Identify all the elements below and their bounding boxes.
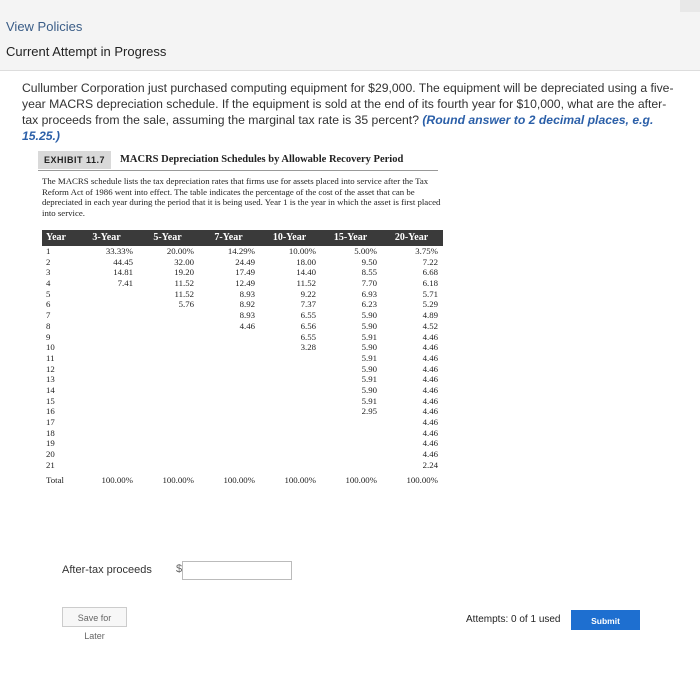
rate-cell: 14.81 (113, 267, 133, 278)
rate-cell: 5.91 (361, 374, 377, 385)
rate-cell (137, 374, 198, 385)
table-row (42, 310, 443, 321)
rate-cell: 5.00% (354, 246, 377, 256)
rate-cell (76, 364, 137, 375)
rate-cell: 6.55 (300, 310, 316, 321)
year-cell: 9 (46, 331, 51, 342)
rate-cell (76, 417, 137, 428)
year-cell: 20 (46, 449, 55, 460)
table-row (42, 449, 443, 460)
rate-cell: 5.29 (422, 299, 438, 310)
rate-cell (137, 417, 198, 428)
rate-cell (137, 310, 198, 321)
table-row (42, 267, 443, 278)
rate-cell (76, 289, 137, 300)
rate-cell (198, 406, 259, 417)
year-cell: 10 (46, 342, 55, 353)
rate-cell: 10.00% (288, 246, 316, 256)
year-cell: 16 (46, 406, 55, 417)
rate-cell: 18.00 (296, 256, 316, 267)
rate-cell (320, 438, 381, 449)
rate-cell (259, 374, 320, 385)
table-row (42, 299, 443, 310)
rate-cell: 4.46 (422, 449, 438, 460)
column-header: Year (46, 232, 66, 243)
rate-cell (320, 417, 381, 428)
rate-cell (137, 385, 198, 396)
table-row (42, 417, 443, 428)
total-cell: 100.00% (406, 475, 438, 486)
year-cell: 3 (46, 267, 51, 278)
rate-cell (76, 299, 137, 310)
rate-cell: 4.46 (422, 374, 438, 385)
rate-cell: 4.52 (422, 320, 438, 331)
rate-cell (320, 428, 381, 439)
rate-cell: 5.76 (178, 299, 194, 310)
year-cell: 19 (46, 438, 55, 449)
exhibit-header (38, 151, 428, 171)
rate-cell: 32.00 (174, 256, 194, 267)
rate-cell: 2.24 (422, 459, 438, 470)
rate-cell (198, 449, 259, 460)
rate-cell: 7.70 (361, 278, 377, 289)
rate-cell (320, 449, 381, 460)
rate-cell (137, 460, 198, 471)
scrollbar[interactable] (680, 0, 700, 12)
macrs-table (42, 230, 443, 486)
rate-cell (137, 364, 198, 375)
rate-cell (76, 449, 137, 460)
rate-cell: 5.90 (361, 310, 377, 321)
submit-answer-button[interactable]: Submit Answer (571, 610, 640, 630)
rate-cell: 14.29% (227, 246, 255, 256)
exhibit-description: The MACRS schedule lists the tax depreciation rates that firms use for assets placed into service after the Tax Reform Act of 1986 went into effect. The table indicates the percentage of the cost of the asset that can be depreciated in each year during the period that it is being used. Year 1 is the year in which the asset is first placed into service. (42, 176, 441, 218)
rate-cell: 6.23 (361, 299, 377, 310)
table-row (42, 460, 443, 471)
rate-cell (259, 353, 320, 364)
rate-cell: 11.52 (296, 278, 316, 289)
rate-cell: 33.33% (105, 246, 133, 256)
question-text (22, 80, 682, 144)
column-header: 15-Year (333, 232, 368, 243)
exhibit-divider (38, 170, 438, 171)
rate-cell (198, 374, 259, 385)
exhibit-title: MACRS Depreciation Schedules by Allowable Recovery Period (120, 154, 404, 165)
rate-cell: 8.92 (239, 299, 255, 310)
table-row (42, 353, 443, 364)
rate-cell (259, 406, 320, 417)
table-row (42, 278, 443, 289)
rate-cell (198, 353, 259, 364)
year-cell: 12 (46, 363, 55, 374)
rate-cell: 7.22 (422, 256, 438, 267)
rate-cell: 3.75% (415, 246, 438, 256)
rate-cell: 8.93 (239, 288, 255, 299)
rate-cell: 20.00% (166, 246, 194, 256)
table-row (42, 321, 443, 332)
attempts-counter: Attempts: 0 of 1 used (466, 614, 561, 625)
table-row (42, 332, 443, 343)
rate-cell: 4.46 (422, 342, 438, 353)
after-tax-proceeds-input[interactable] (182, 561, 292, 580)
rate-cell (259, 428, 320, 439)
rate-cell: 6.55 (300, 331, 316, 342)
table-row (42, 342, 443, 353)
answer-label: After-tax proceeds (62, 564, 152, 576)
question-body: Cullumber Corporation just purchased computing equipment for $29,000. The equipment will be depreciated using a five-year MACRS depreciation schedule. If the equipment is sold at the end of its fourth year for $10,000, what are the after-tax proceeds from the sale, assuming the marginal tax rate is 35 percent? (22, 81, 674, 127)
rate-cell: 4.46 (239, 320, 255, 331)
rate-cell: 19.20 (174, 267, 194, 278)
column-header: 5-Year (153, 232, 182, 243)
rate-cell (198, 342, 259, 353)
table-row (42, 428, 443, 439)
rate-cell: 5.91 (361, 395, 377, 406)
rate-cell: 4.46 (422, 331, 438, 342)
total-cell: Total (46, 475, 64, 486)
rate-cell (76, 374, 137, 385)
rate-cell: 24.49 (235, 256, 255, 267)
column-header: 20-Year (394, 232, 429, 243)
rate-cell: 8.93 (239, 310, 255, 321)
table-row (42, 438, 443, 449)
rate-cell (259, 460, 320, 471)
table-row (42, 364, 443, 375)
rate-cell (198, 438, 259, 449)
rate-cell: 44.45 (113, 256, 133, 267)
rate-cell (259, 417, 320, 428)
year-cell: 17 (46, 417, 55, 427)
year-cell: 15 (46, 395, 55, 406)
total-cell: 100.00% (223, 475, 255, 486)
rate-cell (76, 353, 137, 364)
year-cell: 6 (46, 299, 51, 310)
table-row (42, 406, 443, 417)
year-cell: 2 (46, 256, 51, 267)
rate-cell (320, 460, 381, 471)
top-bar (0, 0, 700, 71)
rate-cell (198, 396, 259, 407)
year-cell: 4 (46, 278, 51, 289)
rate-cell: 11.52 (174, 278, 194, 289)
rate-cell (137, 353, 198, 364)
year-cell: 14 (46, 384, 55, 395)
currency-symbol: $ (176, 563, 183, 575)
year-cell: 18 (46, 427, 55, 438)
rate-cell (137, 428, 198, 439)
rate-cell (137, 396, 198, 407)
table-header-row (42, 230, 443, 246)
rate-cell: 4.46 (422, 395, 438, 406)
total-cell: 100.00% (284, 475, 316, 486)
column-header: 7-Year (214, 232, 243, 243)
rate-cell (76, 396, 137, 407)
save-for-later-button[interactable]: Save for Later (62, 607, 127, 627)
rate-cell (259, 385, 320, 396)
table-row (42, 246, 443, 257)
rate-cell: 9.50 (361, 256, 377, 267)
rate-cell: 5.90 (361, 320, 377, 331)
rate-cell: 8.55 (361, 267, 377, 278)
total-cell: 100.00% (345, 475, 377, 486)
rate-cell: 5.90 (361, 384, 377, 395)
rate-cell: 5.91 (361, 331, 377, 342)
table-row (42, 289, 443, 300)
rate-cell (137, 438, 198, 449)
rate-cell (76, 310, 137, 321)
rate-cell: 6.68 (422, 267, 438, 278)
rate-cell: 4.46 (422, 417, 438, 427)
column-header: 3-Year (92, 232, 121, 243)
rate-cell (259, 449, 320, 460)
total-cell: 100.00% (101, 475, 133, 486)
rate-cell (198, 385, 259, 396)
rate-cell: 6.18 (422, 278, 438, 289)
rate-cell: 2.95 (361, 406, 377, 417)
rate-cell: 4.46 (422, 352, 438, 363)
rate-cell (137, 332, 198, 343)
rate-cell (198, 332, 259, 343)
rate-cell (76, 332, 137, 343)
year-cell: 13 (46, 374, 55, 385)
table-row (42, 257, 443, 268)
rate-cell: 5.90 (361, 342, 377, 353)
rate-cell: 4.46 (422, 363, 438, 374)
rounding-instruction: (Round answer to 2 decimal places, e.g. 15.25.) (22, 113, 654, 143)
year-cell: 7 (46, 310, 51, 321)
rate-cell (259, 438, 320, 449)
rate-cell (198, 428, 259, 439)
rate-cell: 3.28 (300, 342, 316, 353)
rate-cell: 4.46 (422, 438, 438, 449)
year-cell: 1 (46, 246, 51, 256)
column-header: 10-Year (272, 232, 307, 243)
rate-cell: 4.89 (422, 310, 438, 321)
view-policies-link[interactable]: View Policies (6, 19, 83, 34)
table-total-row (42, 474, 443, 486)
rate-cell (76, 438, 137, 449)
rate-cell (137, 406, 198, 417)
rate-cell: 4.46 (422, 406, 438, 417)
rate-cell (137, 342, 198, 353)
exhibit-label: EXHIBIT 11.7 (38, 151, 111, 169)
rate-cell (137, 449, 198, 460)
rate-cell: 7.41 (117, 278, 133, 289)
rate-cell: 5.71 (422, 288, 438, 299)
rate-cell: 5.91 (361, 352, 377, 363)
current-attempt-label: Current Attempt in Progress (6, 44, 167, 59)
rate-cell (259, 396, 320, 407)
rate-cell: 12.49 (235, 278, 255, 289)
year-cell: 21 (46, 459, 55, 470)
year-cell: 8 (46, 320, 51, 331)
rate-cell (76, 321, 137, 332)
rate-cell: 7.37 (300, 299, 316, 310)
rate-cell (198, 460, 259, 471)
year-cell: 11 (46, 352, 55, 363)
rate-cell: 11.52 (174, 288, 194, 299)
rate-cell (137, 321, 198, 332)
rate-cell: 4.46 (422, 384, 438, 395)
total-cell: 100.00% (162, 475, 194, 486)
rate-cell (198, 364, 259, 375)
rate-cell (259, 364, 320, 375)
rate-cell (198, 417, 259, 428)
rate-cell (76, 342, 137, 353)
rate-cell (76, 460, 137, 471)
rate-cell: 17.49 (235, 267, 255, 278)
year-cell: 5 (46, 288, 51, 299)
rate-cell (76, 406, 137, 417)
table-row (42, 374, 443, 385)
table-row (42, 396, 443, 407)
rate-cell: 6.56 (300, 320, 316, 331)
rate-cell: 14.40 (296, 267, 316, 278)
rate-cell: 9.22 (300, 288, 316, 299)
rate-cell (76, 385, 137, 396)
table-row (42, 385, 443, 396)
rate-cell: 4.46 (422, 427, 438, 438)
rate-cell: 6.93 (361, 288, 377, 299)
rate-cell: 5.90 (361, 363, 377, 374)
rate-cell (76, 428, 137, 439)
